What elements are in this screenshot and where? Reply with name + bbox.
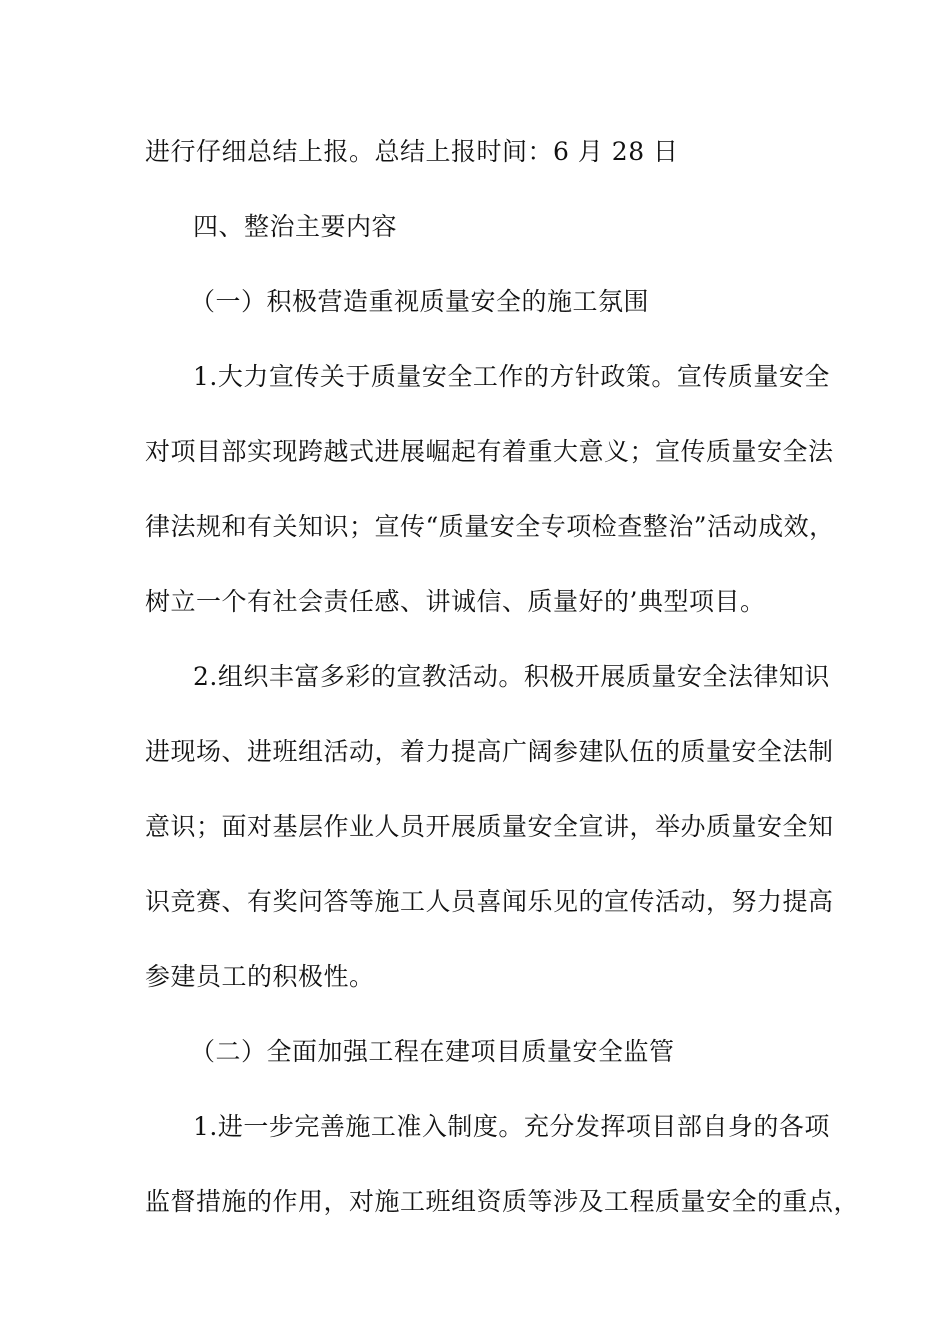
- paragraph-line: 进现场、进班组活动，着力提高广阔参建队伍的质量安全法制: [145, 737, 834, 766]
- subsection-heading: （一）积极营造重视质量安全的施工氛围: [190, 287, 650, 316]
- subsection-heading: （二）全面加强工程在建项目质量安全监管: [190, 1037, 675, 1066]
- paragraph-line: 2.组织丰富多彩的宣教活动。积极开展质量安全法律知识: [193, 662, 830, 691]
- paragraph-line: 进行仔细总结上报。总结上报时间：6 月 28 日: [145, 137, 679, 166]
- paragraph-line: 律法规和有关知识；宣传“质量安全专项检查整治”活动成效，: [145, 512, 835, 541]
- paragraph-line: 1.进一步完善施工准入制度。充分发挥项目部自身的各项: [193, 1112, 830, 1141]
- paragraph-line: 1.大力宣传关于质量安全工作的方针政策。宣传质量安全: [193, 362, 830, 391]
- paragraph-line: 意识；面对基层作业人员开展质量安全宣讲，举办质量安全知: [145, 812, 834, 841]
- paragraph-line: 参建员工的积极性。: [145, 962, 375, 991]
- paragraph-line: 对项目部实现跨越式进展崛起有着重大意义；宣传质量安全法: [145, 437, 834, 466]
- paragraph-line: 识竞赛、有奖问答等施工人员喜闻乐见的宣传活动，努力提高: [145, 887, 834, 916]
- paragraph-line: 监督措施的作用，对施工班组资质等涉及工程质量安全的重点，: [145, 1187, 860, 1216]
- paragraph-line: 树立一个有社会责任感、讲诚信、质量好的’典型项目。: [145, 587, 766, 616]
- section-heading: 四、整治主要内容: [193, 212, 398, 241]
